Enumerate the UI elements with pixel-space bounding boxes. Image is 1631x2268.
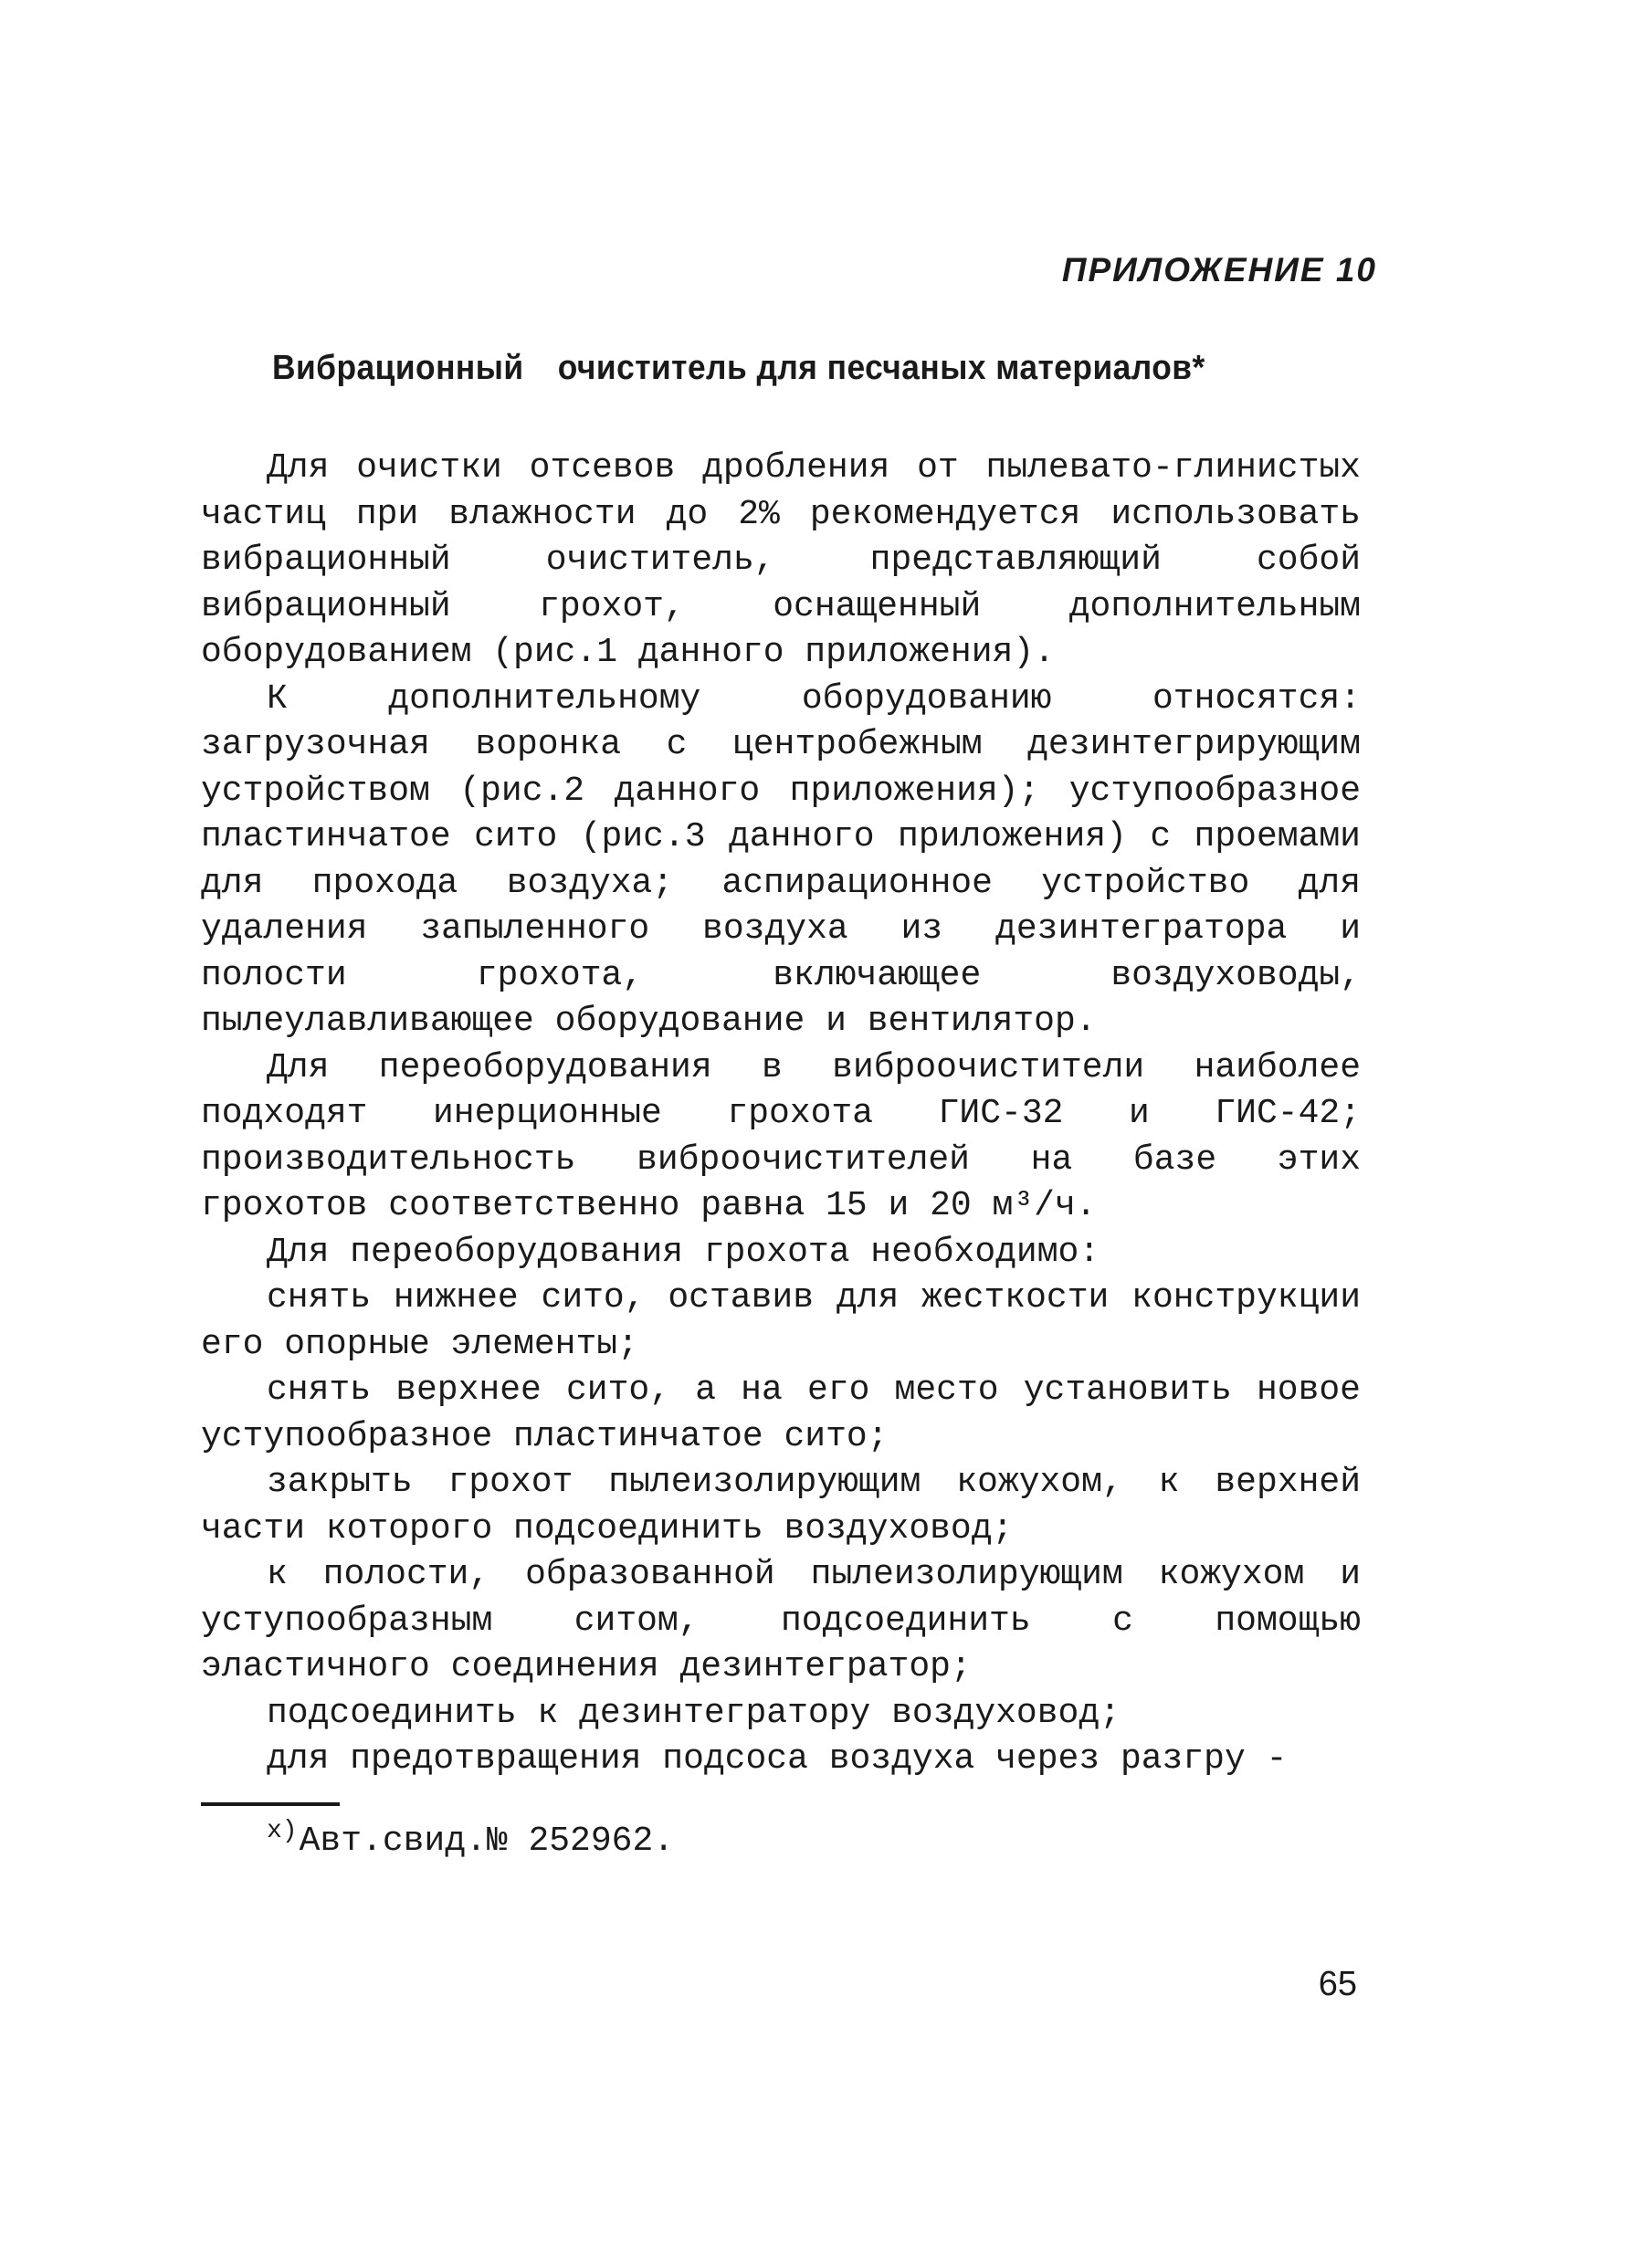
title-part-2: очиститель для песчаных материалов* — [557, 349, 1205, 387]
page-number: 65 — [1318, 1965, 1357, 2003]
paragraph: подсоединить к дезинтегратору воздуховод; — [267, 1693, 1121, 1733]
title-part-1: Вибрационный — [272, 349, 524, 387]
paragraph: закрыть грохот пылеизолирующим кожухом, к верхней части которого подсоединить воздуховод; — [201, 1463, 1361, 1549]
body-text — [201, 446, 1361, 1783]
document-title — [272, 349, 1291, 388]
paragraph: снять верхнее сито, а на его место установить новое уступообразное пластинчатое сито; — [201, 1370, 1361, 1456]
paragraph: для предотвращения подсоса воздуха через разгру - — [267, 1739, 1288, 1779]
footnote-marker: x) — [267, 1817, 298, 1845]
paragraph: к полости, образованной пылеизолирующим кожухом и уступообразным ситом, подсоединить с помощью эластичного соединения дезинтегратор; — [201, 1555, 1361, 1686]
appendix-label: ПРИЛОЖЕНИЕ 10 — [1061, 251, 1377, 289]
paragraph: К дополнительному оборудованию относятся: загрузочная воронка с центробежным дезинтегрирующим устройством (рис.2 данного приложения); уступообразное пластинчатое сито (рис.3 данного приложения) с проемами для прохода воздуха; аспирационное устройство для удаления запыленного воздуха из дезинтегратора и полости грохота, включающее воздуховоды, пылеулавливающее оборудование и вентилятор. — [201, 678, 1361, 1041]
footnote-divider — [201, 1802, 340, 1806]
footnote-text: Авт.свид.№ 252962. — [299, 1822, 675, 1861]
paragraph: снять нижнее сито, оставив для жесткости конструкции его опорные элементы; — [201, 1278, 1361, 1364]
paragraph: Для переоборудования грохота необходимо: — [267, 1232, 1100, 1272]
footnote — [267, 1817, 674, 1861]
paragraph: Для очистки отсевов дробления от пылевато-глинистых частиц при влажности до 2% рекомендуется использовать вибрационный очиститель, представляющий собой вибрационный грохот, оснащенный дополнительным оборудованием (рис.1 данного приложения). — [201, 448, 1361, 672]
paragraph: Для переоборудования в виброочистители наиболее подходят инерционные грохота ГИС-32 и ГИС-42; производительность виброочистителей на базе этих грохотов соответственно равна 15 и 20 м³/ч. — [201, 1047, 1361, 1225]
